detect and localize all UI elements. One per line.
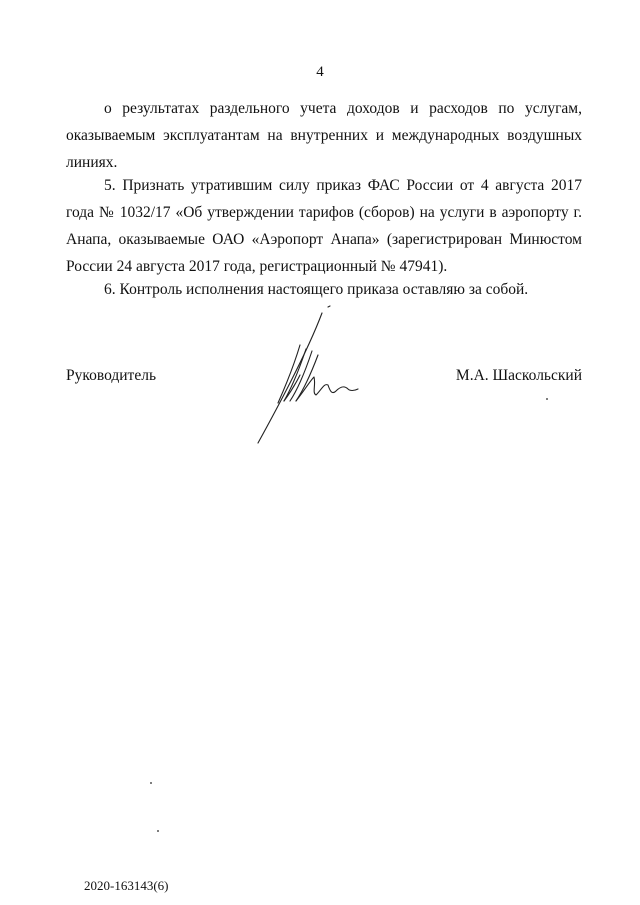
- paragraph-text: о результатах раздельного учета доходов и расходов по услугам, оказываемым эксплуатантам на внутренних и международных воздушных линиях.: [66, 100, 582, 171]
- scan-speck: [157, 830, 159, 832]
- scan-speck: [150, 782, 152, 784]
- paragraph-item-5: [66, 172, 582, 280]
- paragraph-item-6: [66, 276, 582, 303]
- document-code: 2020-163143(6): [84, 878, 169, 893]
- scan-speck: [546, 398, 548, 400]
- paragraph-text: 6. Контроль исполнения настоящего приказа оставляю за собой.: [104, 281, 529, 298]
- page-number: 4: [316, 64, 324, 80]
- paragraph-text: 5. Признать утратившим силу приказ ФАС России от 4 августа 2017 года № 1032/17 «Об утверждении тарифов (сборов) на услуги в аэропорту г. Анапа, оказываемые ОАО «Аэропорт Анапа» (зарегистрирован Минюстом России 24 августа 2017 года, регистрационный № 47941).: [66, 177, 582, 275]
- paragraph-continuation: [66, 95, 582, 176]
- signatory-name: М.А. Шаскольский: [455, 367, 582, 384]
- signature-block: [0, 367, 640, 397]
- signatory-title: Руководитель: [66, 367, 157, 384]
